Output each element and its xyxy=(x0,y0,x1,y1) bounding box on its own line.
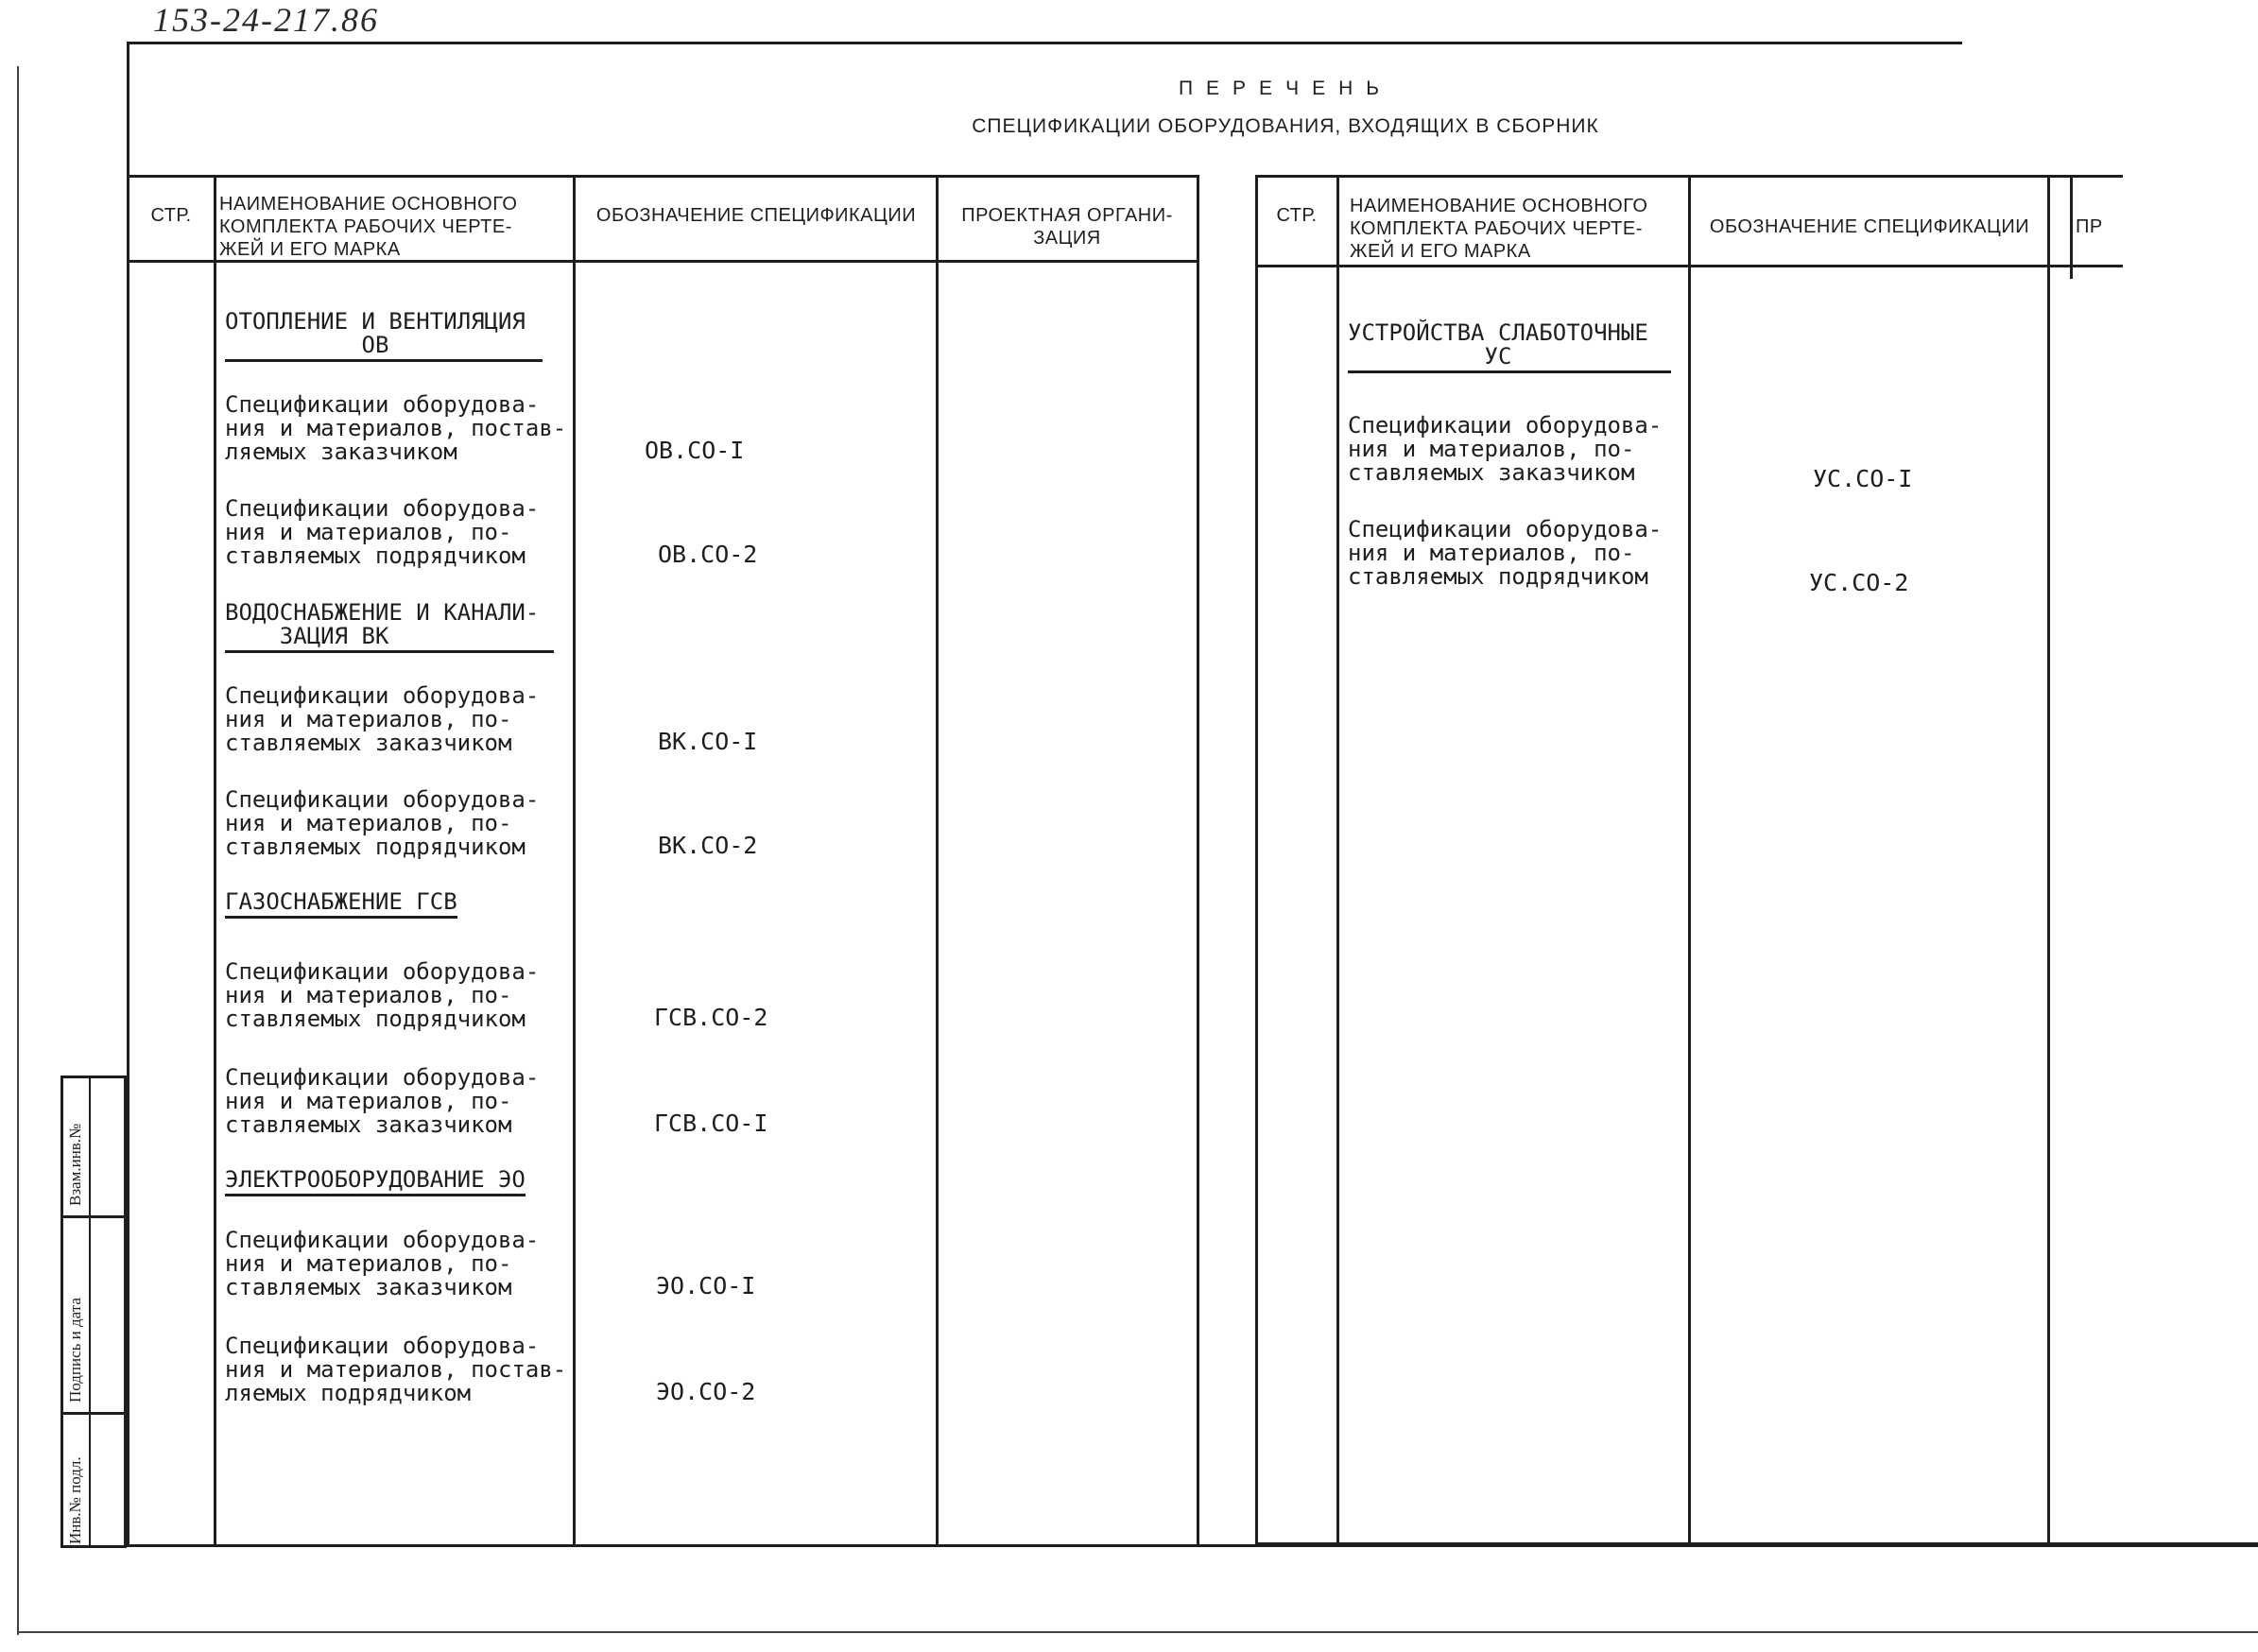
frame-top-line xyxy=(127,42,1962,44)
spec-code: ГСВ.СО-I xyxy=(654,1110,768,1137)
spec-code: ВК.СО-I xyxy=(658,728,758,755)
left-table-top-line xyxy=(127,175,1199,178)
spec-item-name: Спецификации оборудова- ния и материалов, по- ставляемых заказчиком xyxy=(225,1064,540,1138)
left-col-divider-3 xyxy=(936,175,939,1544)
right-col-divider-5 xyxy=(2070,175,2073,279)
left-header-page: СТР. xyxy=(150,205,192,226)
section-title-gsv: ГАЗОСНАБЖЕНИЕ ГСВ xyxy=(225,890,457,919)
spec-item-name: Спецификации оборудова- ния и материалов, по- ставляемых подрядчиком xyxy=(225,495,540,569)
spec-item-name: Спецификации оборудова- ния и материалов, постав- ляемых заказчиком xyxy=(225,391,567,465)
right-col-divider-2 xyxy=(1336,175,1339,1544)
spec-item-name: Спецификации оборудова- ния и материалов, по- ставляемых заказчиком xyxy=(1348,412,1663,486)
spec-item-name: Спецификации оборудова- ния и материалов, по- ставляемых подрядчиком xyxy=(225,786,540,860)
spec-code: ОВ.СО-I xyxy=(645,437,745,464)
left-col-divider-2 xyxy=(573,175,576,1544)
right-col-divider-1 xyxy=(1255,175,1258,1544)
right-header-organization-cut: ПР xyxy=(2076,216,2103,237)
spec-code: ЭО.СО-2 xyxy=(656,1378,756,1405)
frame-left-line xyxy=(127,42,129,1546)
spec-code: УС.СО-I xyxy=(1813,465,1913,492)
sheet-left-edge xyxy=(17,66,19,1635)
left-col-divider-1 xyxy=(214,175,216,1544)
sheet-bottom-edge xyxy=(17,1631,2258,1633)
stamp-divider-1 xyxy=(60,1215,127,1218)
right-header-name: НАИМЕНОВАНИЕ ОСНОВНОГО КОМПЛЕКТА РАБОЧИХ ЧЕРТЕ- ЖЕЙ И ЕГО МАРКА xyxy=(1350,196,1648,262)
spec-code: ГСВ.СО-2 xyxy=(654,1004,768,1031)
left-col-divider-4 xyxy=(1197,175,1199,1544)
stamp-label-replaced-inv: Взам.инв.№ xyxy=(66,1123,84,1206)
stamp-label-signature-date: Подпись и дата xyxy=(66,1298,84,1402)
right-col-divider-4 xyxy=(2047,175,2050,1544)
spec-code: ЭО.СО-I xyxy=(656,1272,756,1299)
section-title-us: УСТРОЙСТВА СЛАБОТОЧНЫЕ УС xyxy=(1348,321,1671,373)
left-header-organization: ПРОЕКТНАЯ ОРГАНИ- ЗАЦИЯ xyxy=(961,205,1173,249)
spec-code: УС.СО-2 xyxy=(1809,569,1909,596)
spec-code: ОВ.СО-2 xyxy=(658,541,758,568)
section-title-eo: ЭЛЕКТРООБОРУДОВАНИЕ ЭО xyxy=(225,1168,526,1196)
left-header-name: НАИМЕНОВАНИЕ ОСНОВНОГО КОМПЛЕКТА РАБОЧИХ ЧЕРТЕ- ЖЕЙ И ЕГО МАРКА xyxy=(219,194,518,260)
document-title: ПЕРЕЧЕНЬ xyxy=(1178,77,1393,99)
spec-item-name: Спецификации оборудова- ния и материалов, по- ставляемых подрядчиком xyxy=(225,958,540,1032)
right-header-page: СТР. xyxy=(1276,205,1318,226)
spec-item-name: Спецификации оборудова- ния и материалов, по- ставляемых заказчиком xyxy=(225,1227,540,1300)
stamp-divider-2 xyxy=(60,1412,127,1415)
section-title-ov: ОТОПЛЕНИЕ И ВЕНТИЛЯЦИЯ ОВ xyxy=(225,310,543,362)
spec-item-name: Спецификации оборудова- ния и материалов, по- ставляемых подрядчиком xyxy=(1348,516,1663,590)
left-header-designation: ОБОЗНАЧЕНИЕ СПЕЦИФИКАЦИИ xyxy=(595,205,917,226)
right-table-bottom-line xyxy=(1255,1542,2258,1545)
spec-item-name: Спецификации оборудова- ния и материалов, по- ставляемых заказчиком xyxy=(225,682,540,756)
stamp-inner-line xyxy=(89,1076,91,1548)
spec-code: ВК.СО-2 xyxy=(658,832,758,859)
spec-item-name: Спецификации оборудова- ния и материалов, постав- ляемых подрядчиком xyxy=(225,1333,567,1406)
stamp-label-inv-original: Инв.№ подл. xyxy=(66,1456,84,1544)
right-col-divider-3 xyxy=(1688,175,1691,1544)
section-title-vk: ВОДОСНАБЖЕНИЕ И КАНАЛИ- ЗАЦИЯ ВК xyxy=(225,601,554,653)
document-number: 153-24-217.86 xyxy=(153,1,379,39)
right-header-designation: ОБОЗНАЧЕНИЕ СПЕЦИФИКАЦИИ xyxy=(1709,216,2030,237)
document-subtitle: СПЕЦИФИКАЦИИ ОБОРУДОВАНИЯ, ВХОДЯЩИХ В СБОРНИК xyxy=(972,115,1599,137)
